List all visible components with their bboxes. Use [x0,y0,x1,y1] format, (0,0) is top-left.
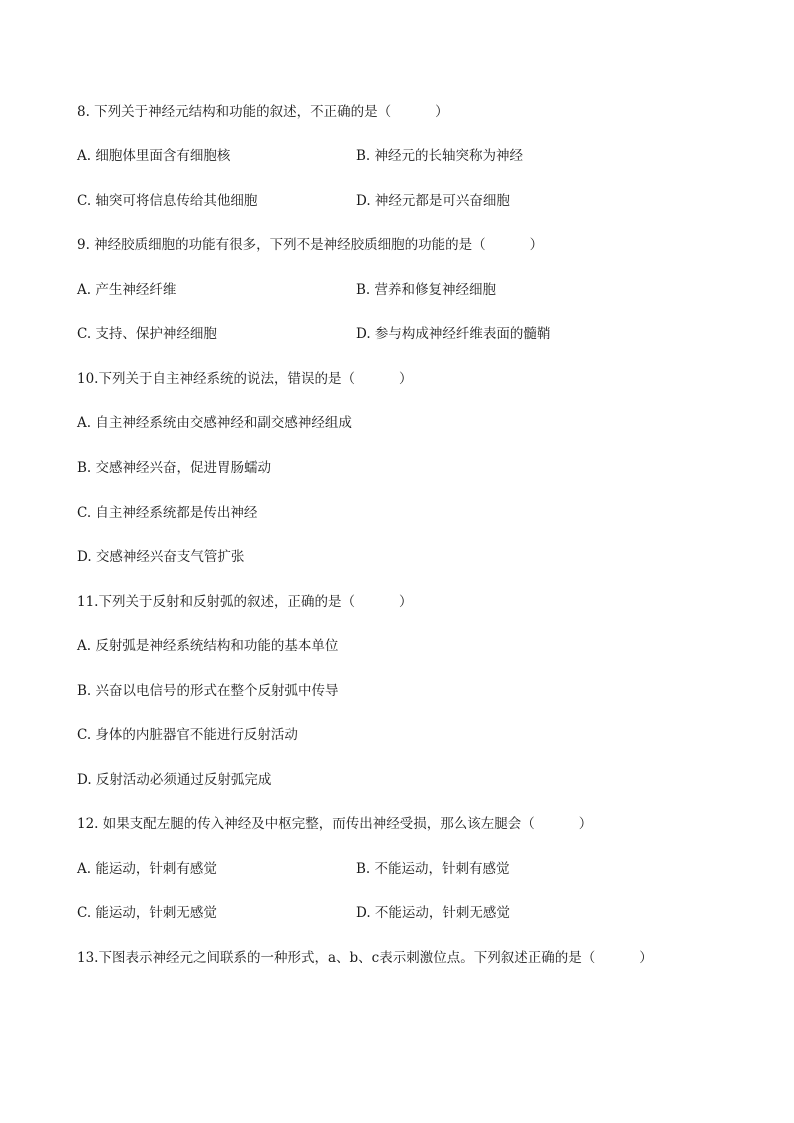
question-12-option-d: D. 不能运动，针刺无感觉 [356,905,510,921]
question-10-stem [77,369,412,389]
question-12-option-b: B. 不能运动，针刺有感觉 [356,861,510,877]
question-8-option-c: C. 轴突可将信息传给其他细胞 [77,193,258,209]
close-paren: ） [639,950,653,966]
question-12-stem [77,814,592,834]
question-8-text: 8. 下列关于神经元结构和功能的叙述，不正确的是（ [77,104,392,120]
question-8-option-a: A. 细胞体里面含有细胞核 [77,148,231,164]
close-paren: ） [435,104,449,120]
question-9-option-b: B. 营养和修复神经细胞 [356,282,497,298]
close-paren: ） [398,594,413,610]
question-11-stem [77,592,412,612]
question-9-text: 9. 神经胶质细胞的功能有很多，下列不是神经胶质细胞的功能的是（ [77,237,486,253]
question-10-option-d: D. 交感神经兴奋支气管扩张 [77,549,245,565]
question-10-option-b: B. 交感神经兴奋，促进胃肠蠕动 [77,460,272,476]
question-12-option-c: C. 能运动，针刺无感觉 [77,905,217,921]
question-9-option-a: A. 产生神经纤维 [77,282,177,298]
question-8-stem [77,102,449,122]
question-8-option-d: D. 神经元都是可兴奋细胞 [356,193,510,209]
question-9-option-c: C. 支持、保护神经细胞 [77,326,217,342]
close-paren: ） [398,371,413,387]
question-11-option-a: A. 反射弧是神经系统结构和功能的基本单位 [77,638,339,654]
question-12-text: 12. 如果支配左腿的传入神经及中枢完整，而传出神经受损，那么该左腿会（ [77,816,535,832]
question-11-option-d: D. 反射活动必须通过反射弧完成 [77,772,272,788]
question-8-option-b: B. 神经元的长轴突称为神经 [356,148,524,164]
question-12-option-a: A. 能运动，针刺有感觉 [77,861,217,877]
question-9-option-d: D. 参与构成神经纤维表面的髓鞘 [356,326,551,342]
question-9-stem [77,235,543,255]
question-10-option-c: C. 自主神经系统都是传出神经 [77,505,258,521]
question-10-option-a: A. 自主神经系统由交感神经和副交感神经组成 [77,415,352,431]
question-11-option-b: B. 兴奋以电信号的形式在整个反射弧中传导 [77,683,339,699]
question-10-text: 10.下列关于自主神经系统的说法，错误的是（ [77,371,355,387]
question-11-option-c: C. 身体的内脏器官不能进行反射活动 [77,727,298,743]
close-paren: ） [578,816,593,832]
question-13-text: 13.下图表示神经元之间联系的一种形式，a、b、c表示刺激位点。下列叙述正确的是（ [77,950,596,966]
question-11-text: 11.下列关于反射和反射弧的叙述，正确的是（ [77,594,355,610]
question-13-stem [77,948,653,968]
close-paren: ） [529,237,544,253]
